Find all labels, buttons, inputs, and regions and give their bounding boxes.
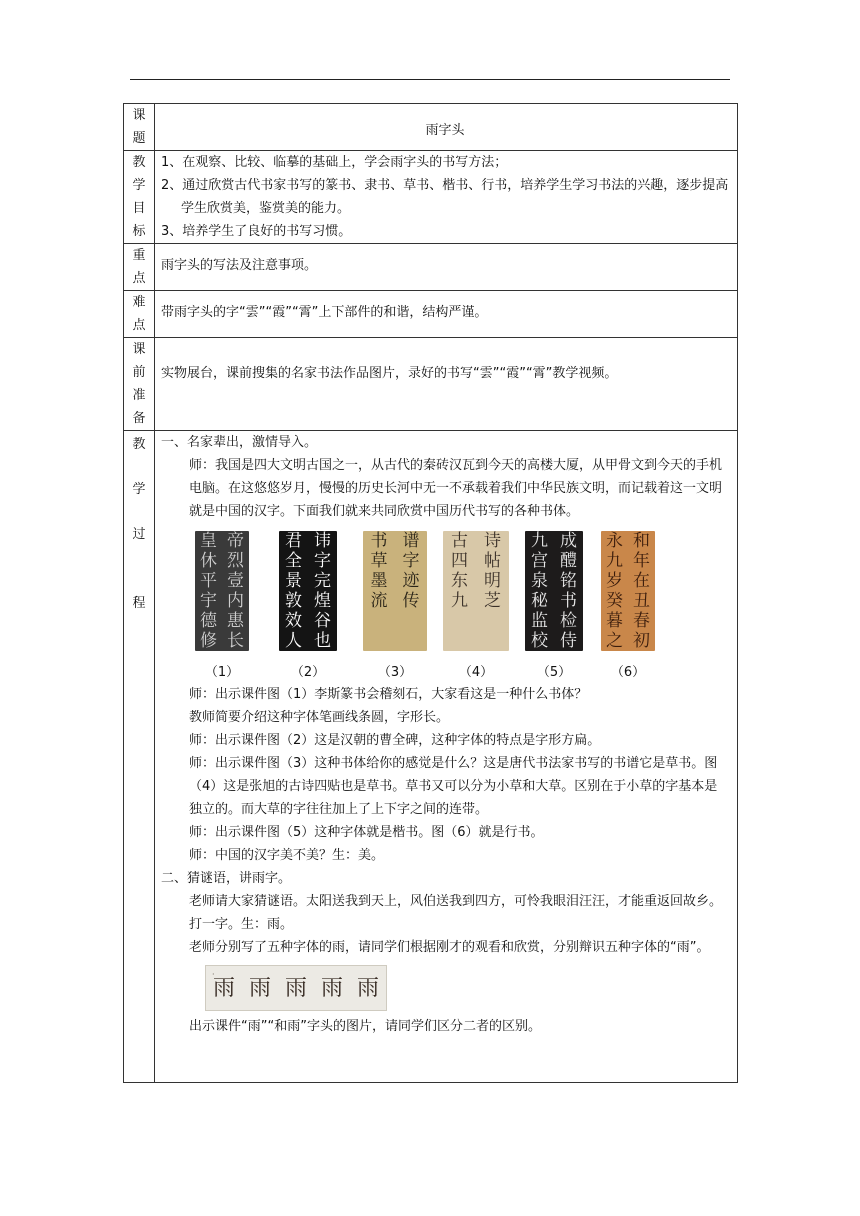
calligraphy-glyph: 修 (200, 631, 217, 651)
calligraphy-glyph: 铭 (560, 571, 577, 591)
calligraphy-glyph: 帝 (227, 531, 244, 551)
label-difficulty: 难 点 (124, 291, 155, 338)
row-topic (124, 104, 738, 151)
calligraphy-glyph: 景 (285, 571, 302, 591)
caption-1: （1） (204, 665, 240, 680)
paragraph: 师：出示课件图（5）这种字体就是楷书。图（6）就是行书。 (189, 825, 544, 840)
calligraphy-glyph: 宇 (200, 591, 217, 611)
calligraphy-glyph: 长 (227, 631, 244, 651)
calligraphy-glyph: 烈 (227, 551, 244, 571)
calligraphy-glyph: 草 (370, 551, 388, 571)
calligraphy-image-3 (363, 531, 427, 651)
calligraphy-glyph: 暮 (606, 611, 623, 631)
calligraphy-glyph: 古 (451, 531, 468, 551)
calligraphy-image-5 (525, 531, 583, 651)
calligraphy-glyph: 丑 (633, 591, 650, 611)
calligraphy-glyph: 平 (200, 571, 217, 591)
calligraphy-glyph: 九 (531, 531, 548, 551)
lesson-title: 雨字头 (425, 123, 465, 138)
topic-value (155, 104, 738, 151)
label-prep: 课 前 准 备 (124, 338, 155, 431)
caption-2: （2） (290, 665, 326, 680)
calligraphy-glyph: 完 (314, 571, 331, 591)
section2-title: 二、猜谜语，讲雨字。 (161, 871, 292, 886)
calligraphy-glyph: 效 (285, 611, 302, 631)
paragraph: 师：中国的汉字美不美？生：美。 (189, 848, 385, 863)
calligraphy-glyph: 芝 (484, 591, 501, 611)
calligraphy-image-4 (443, 531, 509, 651)
calligraphy-glyph: 皇 (200, 531, 217, 551)
calligraphy-glyph: 书 (560, 591, 577, 611)
label-process: 教 学 过 程 (124, 431, 155, 1083)
row-goals (124, 151, 738, 244)
calligraphy-glyph: 明 (484, 571, 501, 591)
calligraphy-glyph: 宫 (531, 551, 548, 571)
lesson-plan-table (123, 103, 738, 1083)
calligraphy-glyph: 人 (285, 631, 302, 651)
calligraphy-gallery (195, 531, 729, 653)
calligraphy-image-1 (195, 531, 249, 651)
calligraphy-glyph: 谷 (314, 611, 331, 631)
calligraphy-glyph: 迹 (402, 571, 420, 591)
calligraphy-glyph: 秘 (531, 591, 548, 611)
caption-5: （5） (536, 665, 572, 680)
calligraphy-glyph: 字 (314, 551, 331, 571)
calligraphy-glyph: 全 (285, 551, 302, 571)
caption-6: （6） (610, 665, 646, 680)
calligraphy-glyph: 君 (285, 531, 302, 551)
paragraph: 教师简要介绍这种字体笔画线条圆，字形长。 (189, 710, 450, 725)
section1-intro: 师：我国是四大文明古国之一，从古代的秦砖汉瓦到今天的高楼大厦，从甲骨文到今天的手机电脑。在这悠悠岁月，慢慢的历史长河中无一不承载着我们中华民族文明，而记载着这一文明就是中国的汉字。下面我们就来共同欣赏中国历代书写的各种书体。 (189, 458, 723, 519)
label-key: 重 点 (124, 244, 155, 291)
calligraphy-glyph: 九 (451, 591, 468, 611)
calligraphy-glyph: 永 (606, 531, 623, 551)
row-difficulty (124, 291, 738, 338)
label-goals: 教 学 目 标 (124, 151, 155, 244)
calligraphy-glyph: 初 (633, 631, 650, 651)
calligraphy-glyph: 和 (633, 531, 650, 551)
difficulty-value: 带雨字头的字“雲”“霞”“霄”上下部件的和谐，结构严谨。 (155, 291, 738, 338)
calligraphy-glyph: 检 (560, 611, 577, 631)
rain-glyph: 雨 (212, 975, 235, 1001)
key-value: 雨字头的写法及注意事项。 (155, 244, 738, 291)
calligraphy-glyph: 内 (227, 591, 244, 611)
calligraphy-glyph: 校 (531, 631, 548, 651)
calligraphy-glyph: 春 (633, 611, 650, 631)
process-content (155, 431, 738, 1083)
calligraphy-glyph: 讳 (314, 531, 331, 551)
row-key (124, 244, 738, 291)
calligraphy-glyph: 醴 (560, 551, 577, 571)
paragraph: 师：出示课件图（3）这种书体给你的感觉是什么？这是唐代书法家书写的书谱它是草书。图（4）这是张旭的古诗四贴也是草书。草书又可以分为小草和大草。区别在于小草的字基本是独立的。而大草的字往往加上了上下字之间的连带。 (189, 756, 718, 817)
rain-glyph: 雨 (284, 975, 307, 1001)
calligraphy-glyph: 岁 (606, 571, 623, 591)
goal-item: 3、培养学生了良好的书写习惯。 (161, 224, 352, 239)
calligraphy-glyph: 也 (314, 631, 331, 651)
calligraphy-glyph: 九 (606, 551, 623, 571)
calligraphy-glyph: 在 (633, 571, 650, 591)
calligraphy-glyph: 监 (531, 611, 548, 631)
gallery-captions (195, 661, 729, 683)
paragraph: 出示课件“雨”“和雨”字头的图片，请同学们区分二者的区别。 (189, 1019, 541, 1034)
prep-value: 实物展台，课前搜集的名家书法作品图片，录好的书写“雲”“霞”“霄”教学视频。 (155, 338, 738, 431)
calligraphy-glyph: 煌 (314, 591, 331, 611)
calligraphy-glyph: 休 (200, 551, 217, 571)
calligraphy-glyph: 传 (402, 591, 420, 611)
paragraph: 老师分别写了五种字体的雨，请同学们根据刚才的观看和欣赏，分别辩识五种字体的“雨”。 (189, 940, 710, 955)
calligraphy-glyph: 流 (370, 591, 388, 611)
header-rule (130, 79, 730, 80)
row-process (124, 431, 738, 1083)
calligraphy-glyph: 泉 (531, 571, 548, 591)
calligraphy-glyph: 帖 (484, 551, 501, 571)
rain-character-strip: · 雨 雨 雨 雨 雨 (205, 965, 387, 1011)
caption-3: （3） (377, 665, 413, 680)
calligraphy-glyph: 字 (402, 551, 420, 571)
calligraphy-glyph: 癸 (606, 591, 623, 611)
calligraphy-glyph: 侍 (560, 631, 577, 651)
calligraphy-glyph: 东 (451, 571, 468, 591)
calligraphy-glyph: 德 (200, 611, 217, 631)
calligraphy-glyph: 年 (633, 551, 650, 571)
row-prep (124, 338, 738, 431)
goal-item: 2、通过欣赏古代书家书写的篆书、隶书、草书、楷书、行书，培养学生学习书法的兴趣，逐步提高学生欣赏美，鉴赏美的能力。 (161, 178, 729, 216)
paragraph: 师：出示课件图（2）这是汉朝的曹全碑，这种字体的特点是字形方扁。 (189, 733, 601, 748)
calligraphy-glyph: 墨 (370, 571, 388, 591)
rain-glyph: 雨 (320, 975, 343, 1001)
calligraphy-image-6 (601, 531, 655, 651)
section1-title: 一、名家辈出，激情导入。 (161, 435, 318, 450)
caption-4: （4） (458, 665, 494, 680)
calligraphy-image-2 (279, 531, 337, 651)
label-topic: 课 题 (124, 104, 155, 151)
calligraphy-glyph: 惠 (227, 611, 244, 631)
rain-glyph: 雨 (356, 975, 379, 1001)
calligraphy-glyph: 敦 (285, 591, 302, 611)
calligraphy-glyph: 书 (370, 531, 388, 551)
calligraphy-glyph: 之 (606, 631, 623, 651)
paragraph: 师：出示课件图（1）李斯篆书会稽刻石，大家看这是一种什么书体？ (189, 687, 588, 702)
calligraphy-glyph: 壹 (227, 571, 244, 591)
goal-item: 1、在观察、比较、临摹的基础上，学会雨字头的书写方法； (161, 155, 508, 170)
calligraphy-glyph: 四 (451, 551, 468, 571)
rain-glyph: 雨 (248, 975, 271, 1001)
calligraphy-glyph: 成 (560, 531, 577, 551)
calligraphy-glyph: 谱 (402, 531, 420, 551)
paragraph: 老师请大家猜谜语。太阳送我到天上，风伯送我到四方，可怜我眼泪汪汪，才能重返回故乡。打一字。生：雨。 (189, 894, 723, 932)
calligraphy-glyph: 诗 (484, 531, 501, 551)
goals-list (155, 151, 738, 244)
